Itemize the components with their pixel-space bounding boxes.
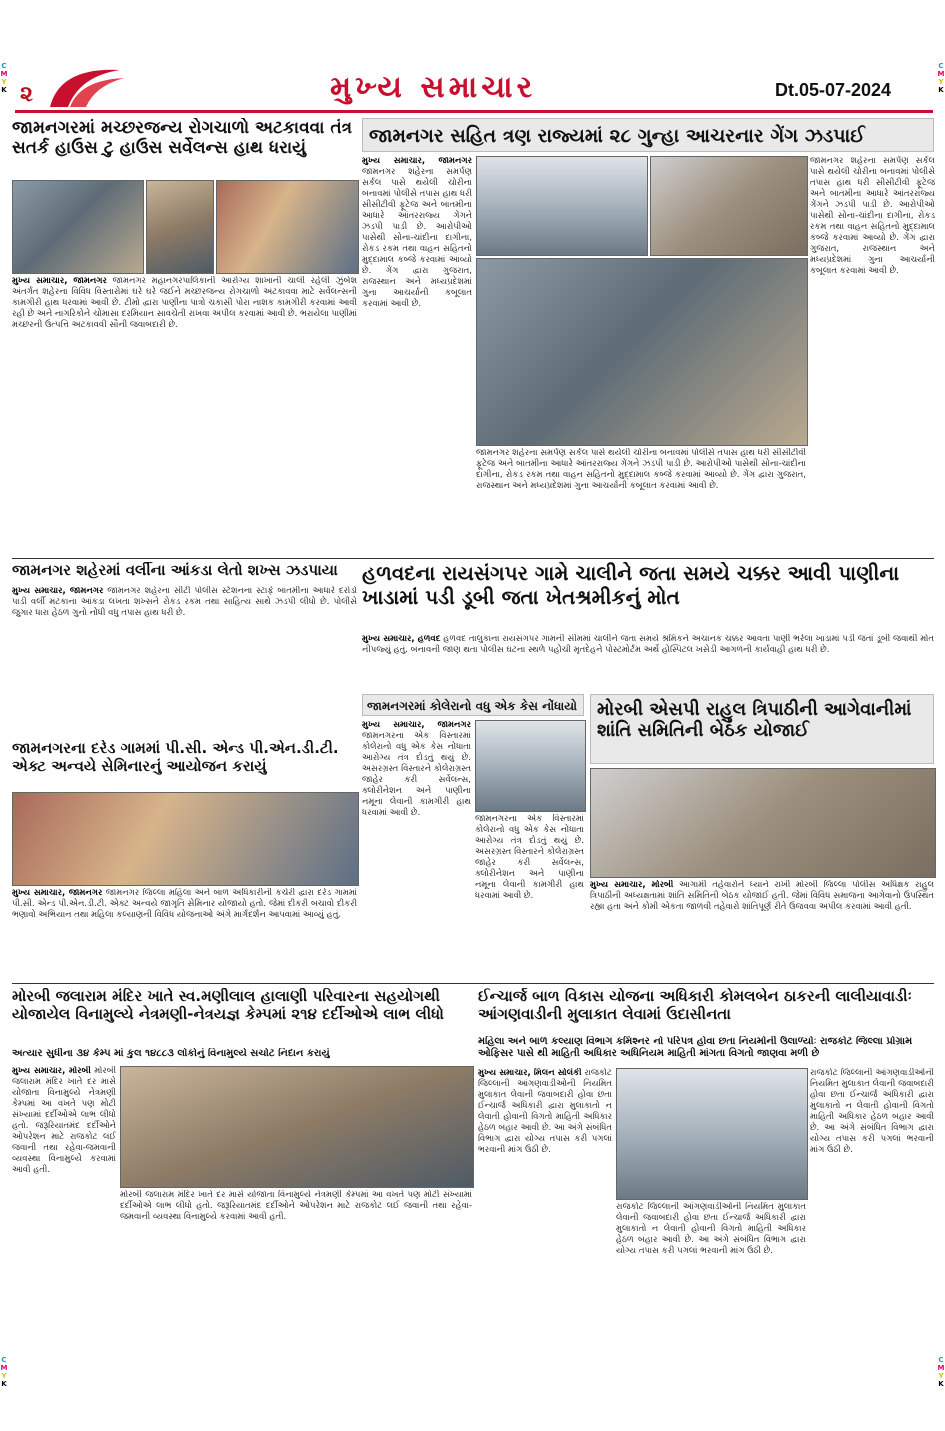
cmyk-k: K [938, 1380, 944, 1388]
headline: જામનગરમાં કોલેરાનો વધુ એક કેસ નોંધાયો [362, 694, 584, 716]
cmyk-y: Y [1, 78, 7, 86]
article-text: જામનગર શહેરના સમર્પણ સર્કલ પાસે થયેલી ચોરીના બનાવમાં પોલીસે તપાસ હાથ ધરી સીસીટીવી ફૂટેજ અને બાતમીના આધારે આંતરરાજ્ય ગેંગને ઝડપી પાડી છે. આરોપીઓ પાસેથી સોના-ચાંદીના દાગીના, રોકડ રકમ તથા વાહન સહિતનો મુદ્દામાલ કબ્જે કરવામાં આવ્યો છે. ગેંગ દ્વારા ગુજરાત, રાજસ્થાન અને મધ્યપ્રદેશમાં ગુના આચર્યાની કબૂલાત કરવામાં આવી છે. [476, 448, 806, 491]
subheadline: મહિલા અને બાળ કલ્યાણ વિભાગ કમિશ્નર નો પરિપત્ર હોવા છતા નિયમોની ઉલાળ્યોઃ રાજકોટ જિલ્લા પ્રોગ્રામ ઓફિસર પાસે થી માહિતી અધિકાર અધિનિયમ માહિતી માંગતા વિગતો જાણવા મળી છે [478, 1036, 913, 1059]
cmyk-k: K [1, 86, 7, 94]
byline: મુખ્ય સમાચાર, મિલન સોલંકી [478, 1068, 582, 1078]
subheadline: અત્યાર સુધીના ૩૪ કેમ્પ માં કુલ ૧૪૮૮૩ લોકોનું વિનામુલ્યે સચોટ નિદાન કરાયું [12, 1048, 330, 1059]
photo [12, 792, 359, 886]
photo [476, 156, 648, 256]
headline: મોરબી જલારામ મંદિર ખાતે સ્વ.મણીલાલ હાલાણી પરિવારના સહયોગથી યોજાયેલ વિનામુલ્યે નેત્રમણી-નેત્રયજ્ઞ કેમ્પમાં ૨૧૪ દર્દીઓએ લાભ લીધો [12, 988, 444, 1023]
cmyk-y: Y [938, 78, 944, 86]
byline: મુખ્ય સમાચાર, હળવદ [362, 634, 441, 644]
logo-swoosh-icon [40, 62, 125, 112]
article-text: હળવદ તાલુકાના રાયસંગપર ગામની સીમમાં ચાલીને જતા સમયે શ્રમિકને અચાનક ચક્કર આવતા પાણી ભરેલા ખાડામાં પડી જતાં ડૂબી જવાથી મોત નીપજ્યું હતું. બનાવની જાણ થતા પોલીસ ઘટના સ્થળે પહોંચી મૃતદેહને પોસ્ટમોર્ટમ અર્થે હોસ્પિટલ ખસેડી આગળની કાર્યવાહી હાથ ધરી છે. [362, 634, 934, 655]
article-text: આગામી તહેવારોને ધ્યાને રાખી મોરબી જિલ્લા પોલીસ અધિક્ષક રાહુલ ત્રિપાઠીની અધ્યક્ષતામાં શાંતિ સમિતિની બેઠક યોજાઈ હતી. જેમાં વિવિધ સમાજના આગેવાનો ઉપસ્થિત રહ્યા હતા અને કોમી એકતા જાળવી તહેવારો શાંતિપૂર્ણ રીતે ઉજવવા અપીલ કરવામાં આવી હતી. [590, 880, 934, 912]
photo [616, 1068, 808, 1200]
photo [476, 258, 808, 446]
article-body [616, 1202, 806, 1416]
byline: મુખ્ય સમાચાર, જામનગર [12, 586, 104, 596]
byline: મુખ્ય સમાચાર, મોરબી [590, 880, 674, 890]
article-body [476, 448, 806, 556]
issue-date: Dt.05-07-2024 [775, 80, 892, 100]
article-text: જામનગર શહેરના સમર્પણ સર્કલ પાસે થયેલી ચોરીના બનાવમાં પોલીસે તપાસ હાથ ધરી સીસીટીવી ફૂટેજ અને બાતમીના આધારે આંતરરાજ્ય ગેંગને ઝડપી પાડી છે. આરોપીઓ પાસેથી સોના-ચાંદીના દાગીના, રોકડ રકમ તથા વાહન સહિતનો મુદ્દામાલ કબ્જે કરવામાં આવ્યો છે. ગેંગ દ્વારા ગુજરાત, રાજસ્થાન અને મધ્યપ્રદેશમાં ગુના આચર્યાની કબૂલાત કરવામાં આવી છે. [362, 167, 472, 309]
headline: મોરબી એસપી રાહુલ ત્રિપાઠીની આગેવાનીમાં શાંતિ સમિતિની બેઠક યોજાઈ [590, 694, 934, 764]
photo [120, 1066, 474, 1188]
article-body [12, 276, 357, 554]
cmyk-c: C [938, 1356, 944, 1364]
article-text: જામનગર શહેરના સીટી પોલીસ સ્ટેશનના સ્ટાફે બાતમીના આધારે દરોડો પાડી વર્લી મટકાના આંકડા લખતા શખ્સને રોકડ રકમ તથા સાહિત્ય સાથે ઝડપી લીધો છે. પોલીસે જુગાર ધારા હેઠળ ગુનો નોંધી વધુ તપાસ હાથ ધરી છે. [12, 586, 357, 618]
cmyk-m: M [937, 70, 945, 78]
masthead [0, 0, 945, 110]
article-body [362, 634, 934, 690]
byline: મુખ્ય સમાચાર, જામનગર [362, 720, 471, 730]
article-text: જામનગર મહાનગરપાલિકાની આરોગ્ય શાખાની ચાલી રહેલી ઝુંબેશ અંતર્ગત શહેરના વિવિધ વિસ્તારોમાં ઘરે ઘરે જઈને મચ્છરજન્ય રોગચાળો અટકાવવા માટે સર્વેલન્સની કામગીરી હાથ ધરવામાં આવી છે. ટીમો દ્વારા પાણીના પાત્રો ચકાસી પોરા નાશક કામગીરી કરવામાં આવી રહી છે અને નાગરિકોને ચોમાસા દરમિયાન સાવચેતી રાખવા અપીલ કરવામાં આવી છે. ભરાયેલા પાણીમાં મચ્છરની ઉત્પત્તિ અટકાવવી સૌની જવાબદારી છે. [12, 276, 357, 330]
photo [475, 720, 586, 812]
article-text: જામનગરના એક વિસ્તારમાં કોલેરાનો વધુ એક કેસ નોંધાતા આરોગ્ય તંત્ર દોડતું થયું છે. અસરગ્રસ્ત વિસ્તારને કોલેરાગ્રસ્ત જાહેર કરી સર્વેલન્સ, ક્લોરીનેશન અને પાણીના નમૂના લેવાની કામગીરી હાથ ધરવામાં આવી છે. [362, 731, 471, 818]
photo [650, 156, 808, 256]
article-body [475, 814, 584, 980]
article-body [120, 1190, 472, 1416]
divider [12, 558, 934, 559]
headline: હળવદના રાયસંગપર ગામે ચાલીને જતા સમયે ચક્કર આવી પાણીના ખાડામાં પડી ડૂબી જતા ખેતશ્રમીકનું મોત [362, 562, 900, 609]
masthead-divider [15, 110, 933, 113]
article-text: મોરબી જલારામ મંદિર ખાતે દર માસે યોજાતા વિનામુલ્યે નેત્રમણી કેમ્પમાં આ વખતે પણ મોટી સંખ્યામાં દર્દીઓએ લાભ લીધો હતો. જરૂરિયાતમંદ દર્દીઓને ઓપરેશન માટે રાજકોટ લઈ જવાની તથા રહેવા-જમવાની વ્યવસ્થા વિનામુલ્યે કરવામાં આવી હતી. [12, 1066, 116, 1175]
headline: જામનગર સહિત ત્રણ રાજ્યમાં ૨૮ ગુન્હા આચરનાર ગેંગ ઝડપાઈ [362, 118, 934, 152]
page-number: ૨ [20, 82, 33, 107]
section-title: મુખ્ય સમાચાર [330, 70, 537, 105]
article-text: મોરબી જલારામ મંદિર ખાતે દર માસે યોજાતા વિનામુલ્યે નેત્રમણી કેમ્પમાં આ વખતે પણ મોટી સંખ્યામાં દર્દીઓએ લાભ લીધો હતો. જરૂરિયાતમંદ દર્દીઓને ઓપરેશન માટે રાજકોટ લઈ જવાની તથા રહેવા-જમવાની વ્યવસ્થા વિનામુલ્યે કરવામાં આવી હતી. [120, 1190, 472, 1222]
byline: મુખ્ય સમાચાર, મોરબી [12, 1066, 91, 1076]
cmyk-marks-left [0, 62, 8, 94]
cmyk-c: C [1, 1356, 7, 1364]
article-text: રાજકોટ જિલ્લાની આંગણવાડીઓની નિયમિત મુલાકાત લેવાની જવાબદારી હોવા છતા ઈન્ચાર્જ અધિકારી દ્વારા મુલાકાતો ન લેવાતી હોવાની વિગતો માહિતી અધિકાર હેઠળ બહાર આવી છે. આ અંગે સંબંધિત વિભાગ દ્વારા યોગ્ય તપાસ કરી પગલાં ભરવાની માંગ ઉઠી છે. [616, 1202, 806, 1256]
byline: મુખ્ય સમાચાર, જામનગર [12, 888, 103, 898]
photo [12, 180, 144, 274]
article-body [478, 1068, 612, 1416]
article-body [810, 156, 935, 556]
cmyk-c: C [938, 62, 944, 70]
article-text: જામનગરના એક વિસ્તારમાં કોલેરાનો વધુ એક કેસ નોંધાતા આરોગ્ય તંત્ર દોડતું થયું છે. અસરગ્રસ્ત વિસ્તારને કોલેરાગ્રસ્ત જાહેર કરી સર્વેલન્સ, ક્લોરીનેશન અને પાણીના નમૂના લેવાની કામગીરી હાથ ધરવામાં આવી છે. [475, 814, 584, 901]
photo [146, 180, 214, 274]
headline: જામનગર શહેરમાં વર્લીના આંકડા લેતો શખ્સ ઝડપાયા [12, 562, 338, 579]
byline: મુખ્ય સમાચાર, જામનગર [362, 156, 472, 166]
photo [590, 768, 936, 878]
cmyk-k: K [1, 1380, 7, 1388]
cmyk-y: Y [938, 1372, 944, 1380]
cmyk-marks-bottom-right [937, 1356, 945, 1388]
cmyk-y: Y [1, 1372, 7, 1380]
article-text: રાજકોટ જિલ્લાની આંગણવાડીઓની નિયમિત મુલાકાત લેવાની જવાબદારી હોવા છતા ઈન્ચાર્જ અધિકારી દ્વારા મુલાકાતો ન લેવાતી હોવાની વિગતો માહિતી અધિકાર હેઠળ બહાર આવી છે. આ અંગે સંબંધિત વિભાગ દ્વારા યોગ્ય તપાસ કરી પગલાં ભરવાની માંગ ઉઠી છે. [478, 1068, 612, 1155]
headline: જામનગરમાં મચ્છરજન્ય રોગચાળો અટકાવવા તંત્ર સતર્ક હાઉસ ટુ હાઉસ સર્વેલન્સ હાથ ધરાયું [12, 118, 353, 159]
article-body [362, 720, 471, 980]
divider [12, 983, 934, 984]
cmyk-k: K [938, 86, 944, 94]
cmyk-marks-bottom-left [0, 1356, 8, 1388]
article-body [12, 1066, 116, 1416]
article-text: જામનગર જિલ્લા મહિલા અને બાળ અધિકારીની કચેરી દ્વારા દરેડ ગામમાં પી.સી. એન્ડ પી.એન.ડી.ટી. એક્ટ અન્વયે જાગૃતિ સેમિનાર યોજાયો હતો. જેમાં દીકરી બચાવો દીકરી ભણાવો અભિયાન તથા મહિલા કલ્યાણની વિવિધ યોજનાઓ અંગે માર્ગદર્શન આપવામાં આવ્યું હતું. [12, 888, 357, 920]
headline: જામનગરના દરેડ ગામમાં પી.સી. એન્ડ પી.એન.ડી.ટી. એક્ટ અન્વયે સેમિનારનું આયોજન કરાયું [12, 740, 339, 775]
cmyk-m: M [0, 1364, 8, 1372]
cmyk-m: M [0, 70, 8, 78]
article-body [362, 156, 472, 446]
photo [216, 180, 359, 274]
article-text: રાજકોટ જિલ્લાની આંગણવાડીઓની નિયમિત મુલાકાત લેવાની જવાબદારી હોવા છતા ઈન્ચાર્જ અધિકારી દ્વારા મુલાકાતો ન લેવાતી હોવાની વિગતો માહિતી અધિકાર હેઠળ બહાર આવી છે. આ અંગે સંબંધિત વિભાગ દ્વારા યોગ્ય તપાસ કરી પગલાં ભરવાની માંગ ઉઠી છે. [810, 1068, 934, 1155]
article-body [590, 880, 934, 980]
cmyk-m: M [937, 1364, 945, 1372]
article-body [12, 586, 357, 736]
cmyk-c: C [1, 62, 7, 70]
article-body [810, 1068, 934, 1416]
byline: મુખ્ય સમાચાર, જામનગર [12, 276, 107, 286]
headline: ઈન્ચાર્જ બાળ વિકાસ યોજના અધિકારી કોમલબેન ઠાકરની લાલીયાવાડીઃ આંગણવાડીની મુલાકાત લેવામાં ઉદાસીનતા [478, 988, 912, 1023]
article-body [12, 888, 357, 980]
article-text: જામનગર શહેરના સમર્પણ સર્કલ પાસે થયેલી ચોરીના બનાવમાં પોલીસે તપાસ હાથ ધરી સીસીટીવી ફૂટેજ અને બાતમીના આધારે આંતરરાજ્ય ગેંગને ઝડપી પાડી છે. આરોપીઓ પાસેથી સોના-ચાંદીના દાગીના, રોકડ રકમ તથા વાહન સહિતનો મુદ્દામાલ કબ્જે કરવામાં આવ્યો છે. ગેંગ દ્વારા ગુજરાત, રાજસ્થાન અને મધ્યપ્રદેશમાં ગુના આચર્યાની કબૂલાત કરવામાં આવી છે. [810, 156, 935, 276]
cmyk-marks-right [937, 62, 945, 94]
